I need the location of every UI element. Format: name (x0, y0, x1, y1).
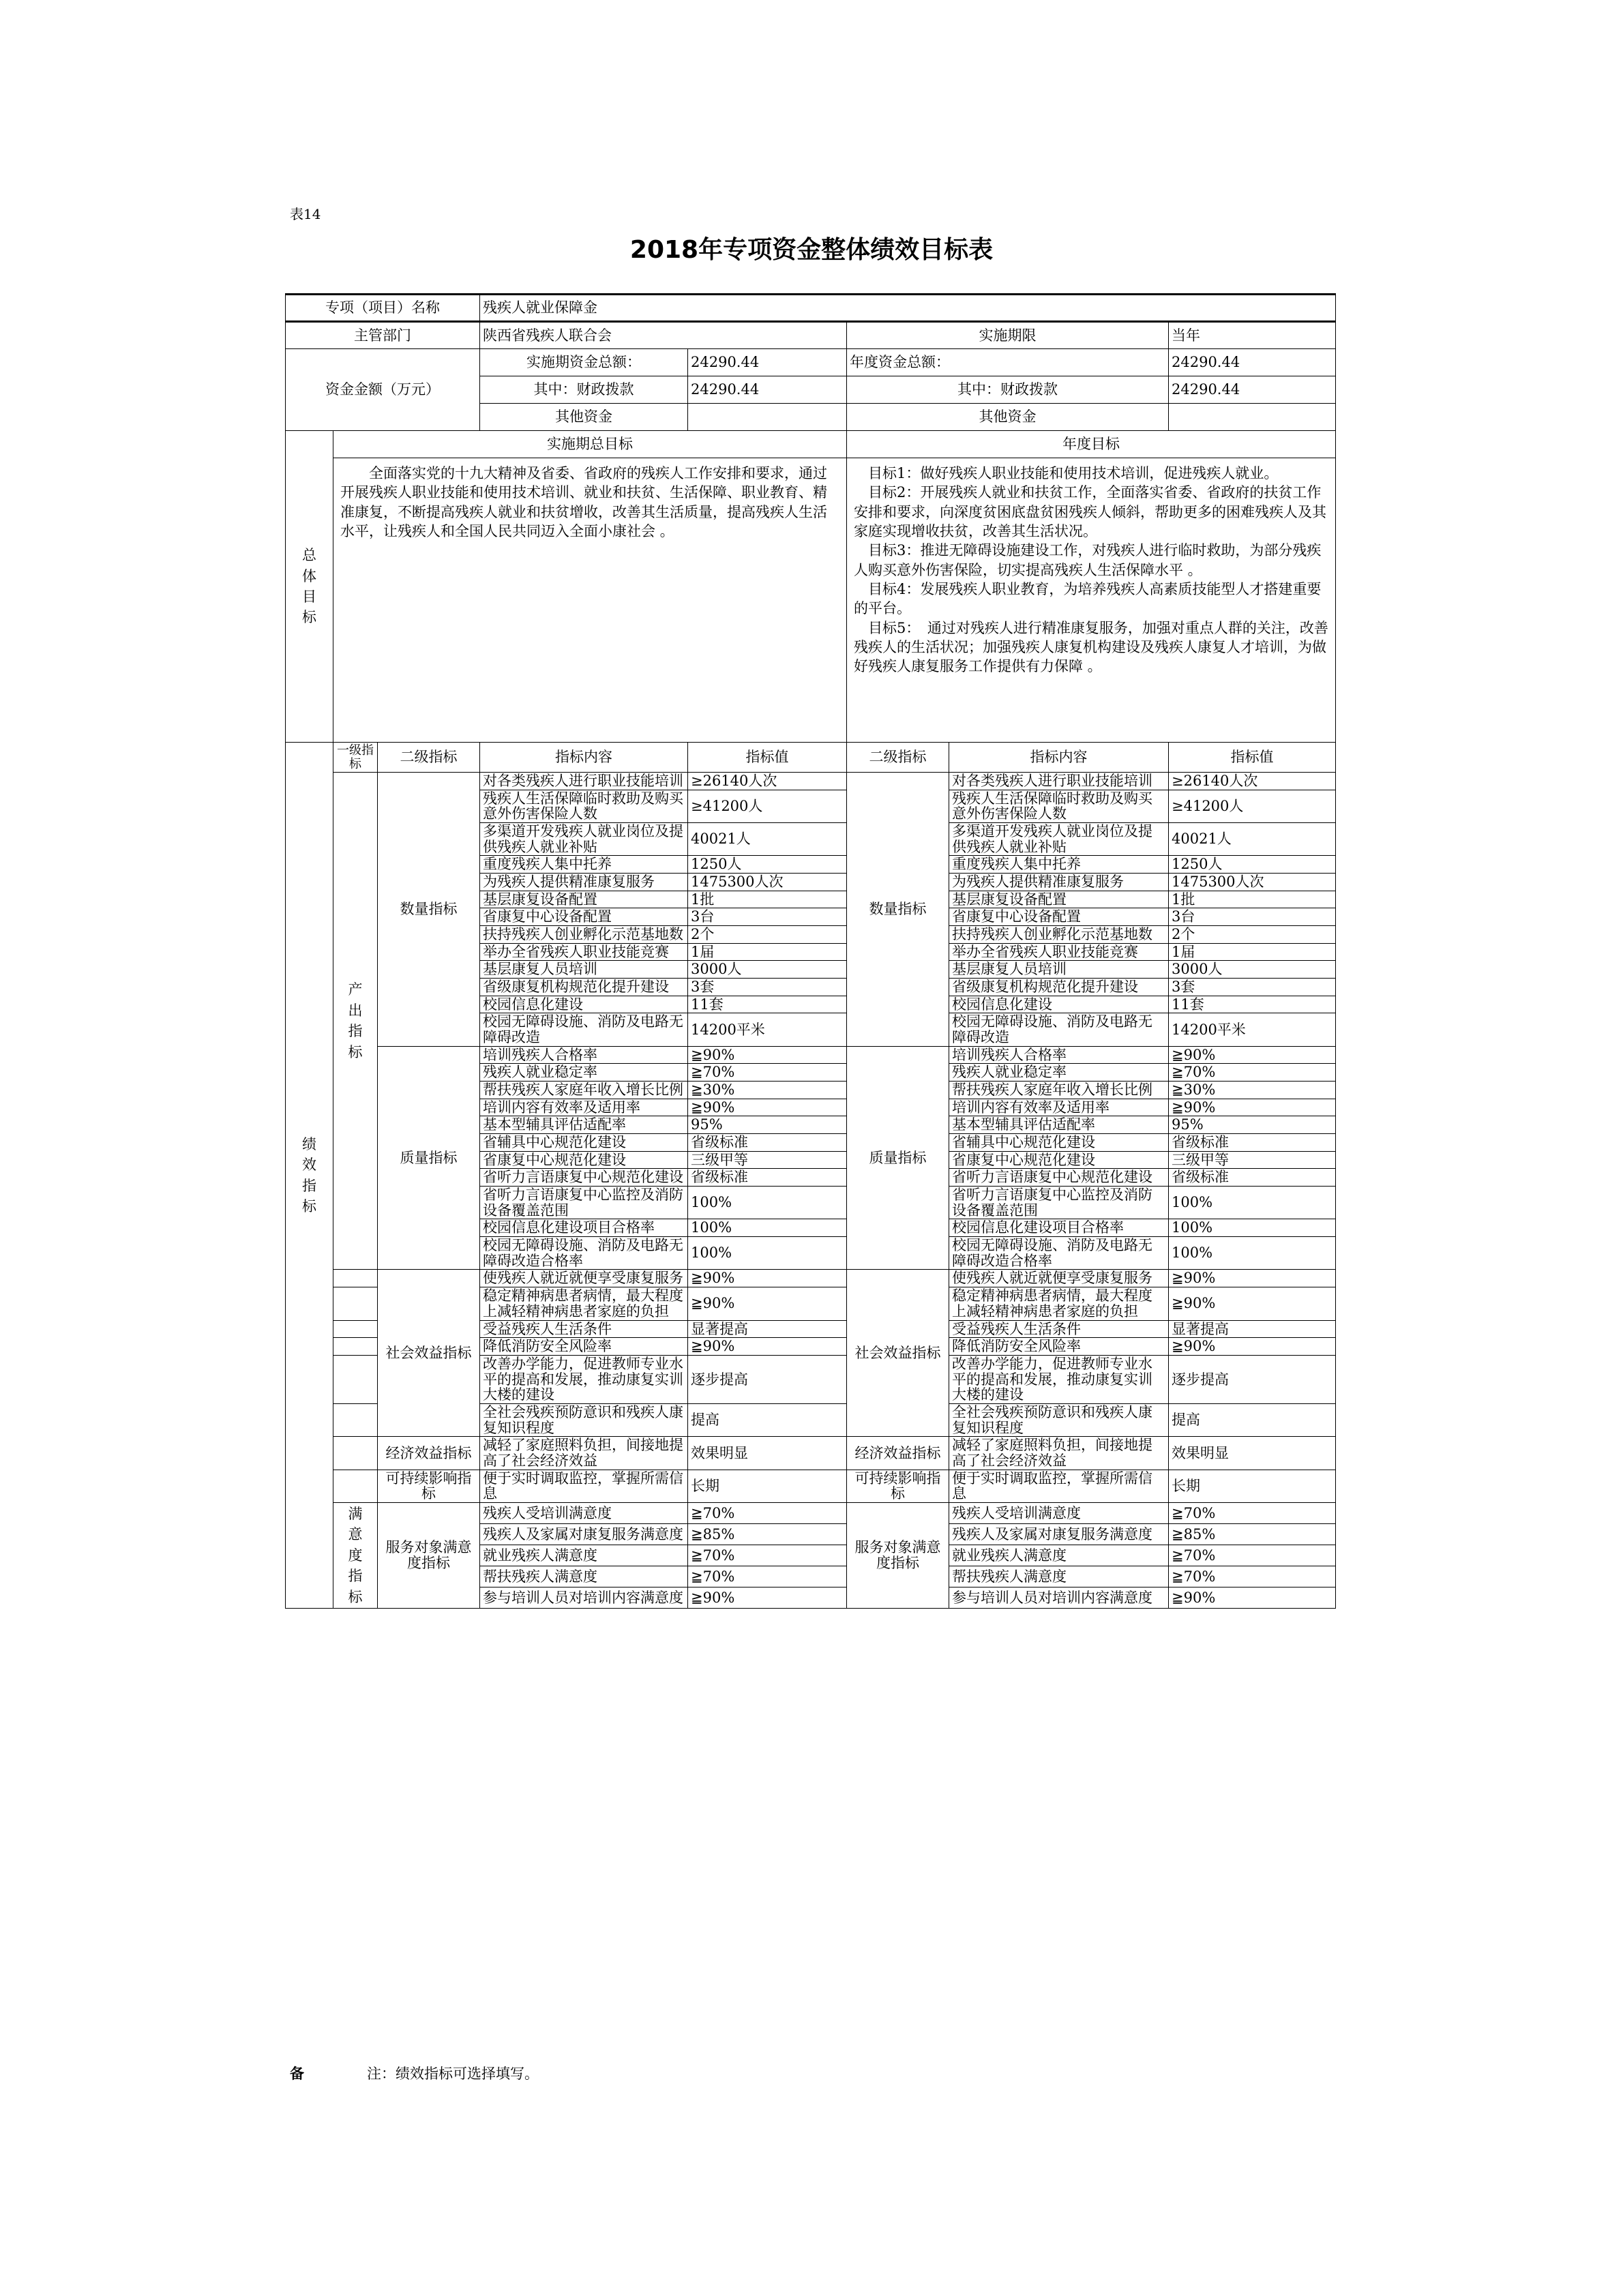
indicator-content: 省康复中心设备配置 (480, 908, 688, 926)
period-value: 当年 (1169, 322, 1336, 349)
level1-cell (333, 1470, 378, 1502)
annual-funds-value: 24290.44 (1169, 349, 1336, 376)
table-number: 表14 (290, 206, 321, 222)
indicator-row (286, 1437, 1336, 1470)
indicator-value-annual: 3套 (1169, 979, 1336, 996)
indicator-content: 校园无障碍设施、消防及电路无障碍改造合格率 (480, 1237, 688, 1270)
indicator-content: 省听力言语康复中心监控及消防设备覆盖范围 (480, 1187, 688, 1219)
indicator-content-annual: 校园无障碍设施、消防及电路无障碍改造 (949, 1013, 1169, 1046)
indicator-content: 改善办学能力，促进教师专业水平的提高和发展，推动康复实训大楼的建设 (480, 1355, 688, 1403)
indicator-content: 使残疾人就近就便享受康复服务 (480, 1270, 688, 1287)
level1-cell (333, 1287, 378, 1320)
indicator-content-annual: 省级康复机构规范化提升建设 (949, 979, 1169, 996)
indicator-value-annual: 1475300人次 (1169, 874, 1336, 891)
dept-value: 陕西省残疾人联合会 (480, 322, 847, 349)
indicator-content-annual: 残疾人受培训满意度 (949, 1502, 1169, 1523)
indicator-value-annual: 3000人 (1169, 961, 1336, 979)
indicator-content: 基层康复人员培训 (480, 961, 688, 979)
level1-cell (333, 1270, 378, 1287)
performance-target-table (285, 293, 1336, 1609)
economic-benefit-label-annual: 经济效益指标 (847, 1437, 949, 1470)
indicator-value-annual: ≧90% (1169, 1338, 1336, 1356)
indicator-content: 全社会残疾预防意识和残疾人康复知识程度 (480, 1403, 688, 1436)
indicator-value: ≧90% (688, 1587, 847, 1609)
indicator-value-annual: ≧90% (1169, 1287, 1336, 1320)
annual-goal-item: 目标2：开展残疾人就业和扶贫工作，全面落实省委、省政府的扶贫工作安排和要求，向深度贫困底盘贫困残疾人倾斜，帮助更多的困难残疾人及其家庭实现增收扶贫，改善其生活状况。 (854, 484, 1326, 540)
indicator-value-annual: ≧90% (1169, 1270, 1336, 1287)
indicator-value-annual: ≧70% (1169, 1545, 1336, 1566)
indicator-row (286, 1046, 1336, 1064)
indicator-value: ≧90% (688, 1099, 847, 1116)
performance-indicators-label: 绩效指标 (286, 743, 333, 1609)
indicator-value-annual: 100% (1169, 1219, 1336, 1237)
social-benefit-label-annual: 社会效益指标 (847, 1270, 949, 1437)
indicator-value-annual: ≥26140人次 (1169, 773, 1336, 790)
indicator-value: 3套 (688, 979, 847, 996)
overall-goal-label: 总体目标 (286, 431, 333, 743)
indicator-content: 校园信息化建设项目合格率 (480, 1219, 688, 1237)
col-level2-header: 二级指标 (378, 743, 480, 773)
indicator-content-annual: 省听力言语康复中心监控及消防设备覆盖范围 (949, 1187, 1169, 1219)
indicator-value-annual: 1批 (1169, 891, 1336, 908)
indicator-value: ≧90% (688, 1287, 847, 1320)
indicator-value: ≥26140人次 (688, 773, 847, 790)
funds-label: 资金金额（万元） (286, 349, 480, 431)
indicator-value: 1475300人次 (688, 874, 847, 891)
indicator-content-annual: 全社会残疾预防意识和残疾人康复知识程度 (949, 1403, 1169, 1436)
indicator-row (286, 773, 1336, 790)
level1-cell (333, 1338, 378, 1356)
project-name-label: 专项（项目）名称 (286, 295, 480, 322)
indicator-value-annual: 逐步提高 (1169, 1355, 1336, 1403)
indicator-content: 对各类残疾人进行职业技能培训 (480, 773, 688, 790)
indicator-content: 便于实时调取监控，掌握所需信息 (480, 1470, 688, 1502)
indicator-content-annual: 对各类残疾人进行职业技能培训 (949, 773, 1169, 790)
indicator-content: 扶持残疾人创业孵化示范基地数 (480, 926, 688, 944)
level1-cell (333, 1437, 378, 1470)
level1-cell (333, 1355, 378, 1403)
project-name-value: 残疾人就业保障金 (480, 295, 1336, 322)
indicator-content: 为残疾人提供精准康复服务 (480, 874, 688, 891)
indicator-content-annual: 扶持残疾人创业孵化示范基地数 (949, 926, 1169, 944)
indicator-content-annual: 基本型辅具评估适配率 (949, 1116, 1169, 1134)
col-content-header-annual: 指标内容 (949, 743, 1169, 773)
indicator-content-annual: 残疾人就业稳定率 (949, 1064, 1169, 1082)
indicator-content-annual: 便于实时调取监控，掌握所需信息 (949, 1470, 1169, 1502)
indicator-value: 1250人 (688, 856, 847, 874)
indicator-row (286, 1270, 1336, 1287)
indicator-value: 3台 (688, 908, 847, 926)
indicator-content-annual: 省辅具中心规范化建设 (949, 1134, 1169, 1152)
col-value-header: 指标值 (688, 743, 847, 773)
indicator-value: ≥41200人 (688, 790, 847, 822)
indicator-value-annual: 14200平米 (1169, 1013, 1336, 1046)
indicator-value-annual: 提高 (1169, 1403, 1336, 1436)
indicator-value-annual: 1届 (1169, 943, 1336, 961)
indicator-content: 多渠道开发残疾人就业岗位及提供残疾人就业补贴 (480, 823, 688, 856)
other-funds-value (688, 404, 847, 431)
indicator-value-annual: 三级甲等 (1169, 1151, 1336, 1169)
service-satisfaction-label-annual: 服务对象满意度指标 (847, 1502, 949, 1608)
annual-other-label: 其他资金 (847, 404, 1169, 431)
level1-cell (333, 1403, 378, 1436)
indicator-value-annual: ≧70% (1169, 1502, 1336, 1523)
col-level1-header: 一级指标 (333, 743, 378, 773)
dept-label: 主管部门 (286, 322, 480, 349)
indicator-value-annual: 100% (1169, 1187, 1336, 1219)
quality-indicators-label: 质量指标 (378, 1046, 480, 1270)
footnote: 备 注：绩效指标可选择填写。 (290, 2065, 539, 2082)
indicator-value: 100% (688, 1187, 847, 1219)
indicator-content: 降低消防安全风险率 (480, 1338, 688, 1356)
indicator-content: 举办全省残疾人职业技能竞赛 (480, 943, 688, 961)
indicator-content-annual: 减轻了家庭照料负担，间接地提高了社会经济效益 (949, 1437, 1169, 1470)
indicator-value-annual: ≧90% (1169, 1046, 1336, 1064)
indicator-content-annual: 培训残疾人合格率 (949, 1046, 1169, 1064)
quantity-indicators-label: 数量指标 (378, 773, 480, 1047)
indicator-content: 省级康复机构规范化提升建设 (480, 979, 688, 996)
annual-goal-header: 年度目标 (847, 431, 1336, 458)
social-benefit-label: 社会效益指标 (378, 1270, 480, 1437)
annual-funds-label: 年度资金总额： (847, 349, 1169, 376)
col-value-header-annual: 指标值 (1169, 743, 1336, 773)
indicator-content-annual: 举办全省残疾人职业技能竞赛 (949, 943, 1169, 961)
indicator-content: 残疾人生活保障临时救助及购买意外伤害保险人数 (480, 790, 688, 822)
indicator-value-annual: ≧90% (1169, 1587, 1336, 1609)
indicator-content: 残疾人受培训满意度 (480, 1502, 688, 1523)
level1-cell (333, 1320, 378, 1338)
indicator-value: ≧70% (688, 1566, 847, 1587)
total-funds-value: 24290.44 (688, 349, 847, 376)
indicator-value: 11套 (688, 996, 847, 1013)
indicator-content: 省康复中心规范化建设 (480, 1151, 688, 1169)
indicator-value: 1届 (688, 943, 847, 961)
indicator-value: ≧90% (688, 1046, 847, 1064)
indicator-value: ≧70% (688, 1545, 847, 1566)
indicator-content-annual: 基层康复设备配置 (949, 891, 1169, 908)
annual-other-value (1169, 404, 1336, 431)
annual-goal-item: 目标1：做好残疾人职业技能和使用技术培训，促进残疾人就业。 (868, 465, 1279, 481)
page-title: 2018年专项资金整体绩效目标表 (629, 236, 994, 264)
indicator-content-annual: 校园信息化建设项目合格率 (949, 1219, 1169, 1237)
indicator-content-annual: 帮扶残疾人家庭年收入增长比例 (949, 1082, 1169, 1099)
annual-fiscal-label: 其中：财政拨款 (847, 376, 1169, 404)
economic-benefit-label: 经济效益指标 (378, 1437, 480, 1470)
indicator-value: 100% (688, 1237, 847, 1270)
indicator-value: 三级甲等 (688, 1151, 847, 1169)
indicator-content-annual: 培训内容有效率及适用率 (949, 1099, 1169, 1116)
col-content-header: 指标内容 (480, 743, 688, 773)
col-level2-header-annual: 二级指标 (847, 743, 949, 773)
indicator-content: 校园无障碍设施、消防及电路无障碍改造 (480, 1013, 688, 1046)
sustainability-label: 可持续影响指标 (378, 1470, 480, 1502)
indicator-content: 基层康复设备配置 (480, 891, 688, 908)
indicator-value-annual: 1250人 (1169, 856, 1336, 874)
indicator-content-annual: 降低消防安全风险率 (949, 1338, 1169, 1356)
indicator-row (286, 1470, 1336, 1502)
indicator-content-annual: 就业残疾人满意度 (949, 1545, 1169, 1566)
indicator-content-annual: 参与培训人员对培训内容满意度 (949, 1587, 1169, 1609)
indicator-value: 100% (688, 1219, 847, 1237)
indicator-value-annual: ≧70% (1169, 1064, 1336, 1082)
indicator-content-annual: 为残疾人提供精准康复服务 (949, 874, 1169, 891)
output-indicators-label: 产出指标 (333, 773, 378, 1270)
indicator-content-annual: 受益残疾人生活条件 (949, 1320, 1169, 1338)
indicator-content-annual: 残疾人生活保障临时救助及购买意外伤害保险人数 (949, 790, 1169, 822)
indicator-content: 基本型辅具评估适配率 (480, 1116, 688, 1134)
indicator-content-annual: 重度残疾人集中托养 (949, 856, 1169, 874)
indicator-value: 40021人 (688, 823, 847, 856)
period-label: 实施期限 (847, 322, 1169, 349)
indicator-value-annual: 省级标准 (1169, 1169, 1336, 1187)
indicator-value-annual: 2个 (1169, 926, 1336, 944)
indicator-content-annual: 校园信息化建设 (949, 996, 1169, 1013)
indicator-value-annual: 40021人 (1169, 823, 1336, 856)
indicator-value-annual: ≧85% (1169, 1523, 1336, 1545)
indicator-content-annual: 稳定精神病患者病情，最大程度上减轻精神病患者家庭的负担 (949, 1287, 1169, 1320)
indicator-content-annual: 帮扶残疾人满意度 (949, 1566, 1169, 1587)
indicator-value: 显著提高 (688, 1320, 847, 1338)
indicator-content-annual: 省听力言语康复中心规范化建设 (949, 1169, 1169, 1187)
indicator-content: 受益残疾人生活条件 (480, 1320, 688, 1338)
indicator-content: 重度残疾人集中托养 (480, 856, 688, 874)
indicator-value-annual: 省级标准 (1169, 1134, 1336, 1152)
fiscal-funds-label: 其中：财政拨款 (480, 376, 688, 404)
indicator-value: 省级标准 (688, 1134, 847, 1152)
indicator-value: 逐步提高 (688, 1355, 847, 1403)
indicator-content: 稳定精神病患者病情，最大程度上减轻精神病患者家庭的负担 (480, 1287, 688, 1320)
total-funds-label: 实施期资金总额： (480, 349, 688, 376)
indicator-content: 培训内容有效率及适用率 (480, 1099, 688, 1116)
indicator-content: 校园信息化建设 (480, 996, 688, 1013)
indicator-value-annual: ≧30% (1169, 1082, 1336, 1099)
quantity-indicators-label-annual: 数量指标 (847, 773, 949, 1047)
indicator-content: 帮扶残疾人家庭年收入增长比例 (480, 1082, 688, 1099)
indicator-content-annual: 省康复中心设备配置 (949, 908, 1169, 926)
period-goal-header: 实施期总目标 (333, 431, 847, 458)
annual-goal-item: 目标4：发展残疾人职业教育，为培养残疾人高素质技能型人才搭建重要的平台。 (854, 581, 1322, 617)
indicator-value: 2个 (688, 926, 847, 944)
indicator-content-annual: 校园无障碍设施、消防及电路无障碍改造合格率 (949, 1237, 1169, 1270)
fiscal-funds-value: 24290.44 (688, 376, 847, 404)
indicator-value: ≧90% (688, 1338, 847, 1356)
indicator-value: ≧85% (688, 1523, 847, 1545)
annual-fiscal-value: 24290.44 (1169, 376, 1336, 404)
indicator-value-annual: ≧70% (1169, 1566, 1336, 1587)
indicator-content-annual: 多渠道开发残疾人就业岗位及提供残疾人就业补贴 (949, 823, 1169, 856)
indicator-value-annual: 11套 (1169, 996, 1336, 1013)
indicator-content: 参与培训人员对培训内容满意度 (480, 1587, 688, 1609)
indicator-value: ≧70% (688, 1064, 847, 1082)
indicator-value-annual: 95% (1169, 1116, 1336, 1134)
indicator-content: 省听力言语康复中心规范化建设 (480, 1169, 688, 1187)
annual-goals (847, 458, 1336, 743)
indicator-content: 减轻了家庭照料负担，间接地提高了社会经济效益 (480, 1437, 688, 1470)
indicator-value-annual: ≥41200人 (1169, 790, 1336, 822)
indicator-content: 残疾人及家属对康复服务满意度 (480, 1523, 688, 1545)
indicator-content: 帮扶残疾人满意度 (480, 1566, 688, 1587)
indicator-value: ≧70% (688, 1502, 847, 1523)
quality-indicators-label-annual: 质量指标 (847, 1046, 949, 1270)
indicator-content-annual: 残疾人及家属对康复服务满意度 (949, 1523, 1169, 1545)
satisfaction-indicators-label: 满意度指标 (333, 1502, 378, 1608)
indicator-value: 长期 (688, 1470, 847, 1502)
period-goal-text: 全面落实党的十九大精神及省委、省政府的残疾人工作安排和要求，通过开展残疾人职业技能和使用技术培训、就业和扶贫、生活保障、职业教育、精准康复，不断提高残疾人就业和扶贫增收，改善其生活质量，提高残疾人生活水平，让残疾人和全国人民共同迈入全面小康社会 。 (333, 458, 847, 743)
indicator-value: 效果明显 (688, 1437, 847, 1470)
indicator-value: 3000人 (688, 961, 847, 979)
indicator-row (286, 1502, 1336, 1523)
indicator-value-annual: 长期 (1169, 1470, 1336, 1502)
indicator-content: 残疾人就业稳定率 (480, 1064, 688, 1082)
annual-goal-item: 目标3：推进无障碍设施建设工作，对残疾人进行临时救助，为部分残疾人购买意外伤害保险，切实提高残疾人生活保障水平 。 (854, 542, 1322, 578)
indicator-content: 培训残疾人合格率 (480, 1046, 688, 1064)
indicator-value: 省级标准 (688, 1169, 847, 1187)
indicator-value: 95% (688, 1116, 847, 1134)
indicator-value: 1批 (688, 891, 847, 908)
indicator-value: 提高 (688, 1403, 847, 1436)
indicator-value-annual: ≧90% (1169, 1099, 1336, 1116)
other-funds-label: 其他资金 (480, 404, 688, 431)
indicator-value-annual: 显著提高 (1169, 1320, 1336, 1338)
indicator-value-annual: 效果明显 (1169, 1437, 1336, 1470)
indicator-content-annual: 基层康复人员培训 (949, 961, 1169, 979)
indicator-value: ≧30% (688, 1082, 847, 1099)
sustainability-label-annual: 可持续影响指标 (847, 1470, 949, 1502)
indicator-value: ≧90% (688, 1270, 847, 1287)
indicator-content: 省辅具中心规范化建设 (480, 1134, 688, 1152)
indicator-value-annual: 100% (1169, 1237, 1336, 1270)
service-satisfaction-label: 服务对象满意度指标 (378, 1502, 480, 1608)
indicator-value: 14200平米 (688, 1013, 847, 1046)
annual-goal-item: 目标5： 通过对残疾人进行精准康复服务，加强对重点人群的关注，改善残疾人的生活状况；加强残疾人康复机构建设及残疾人康复人才培训，为做好残疾人康复服务工作提供有力保障 。 (854, 619, 1328, 675)
indicator-content-annual: 改善办学能力，促进教师专业水平的提高和发展，推动康复实训大楼的建设 (949, 1355, 1169, 1403)
indicator-content: 就业残疾人满意度 (480, 1545, 688, 1566)
indicator-content-annual: 使残疾人就近就便享受康复服务 (949, 1270, 1169, 1287)
indicator-content-annual: 省康复中心规范化建设 (949, 1151, 1169, 1169)
indicator-value-annual: 3台 (1169, 908, 1336, 926)
